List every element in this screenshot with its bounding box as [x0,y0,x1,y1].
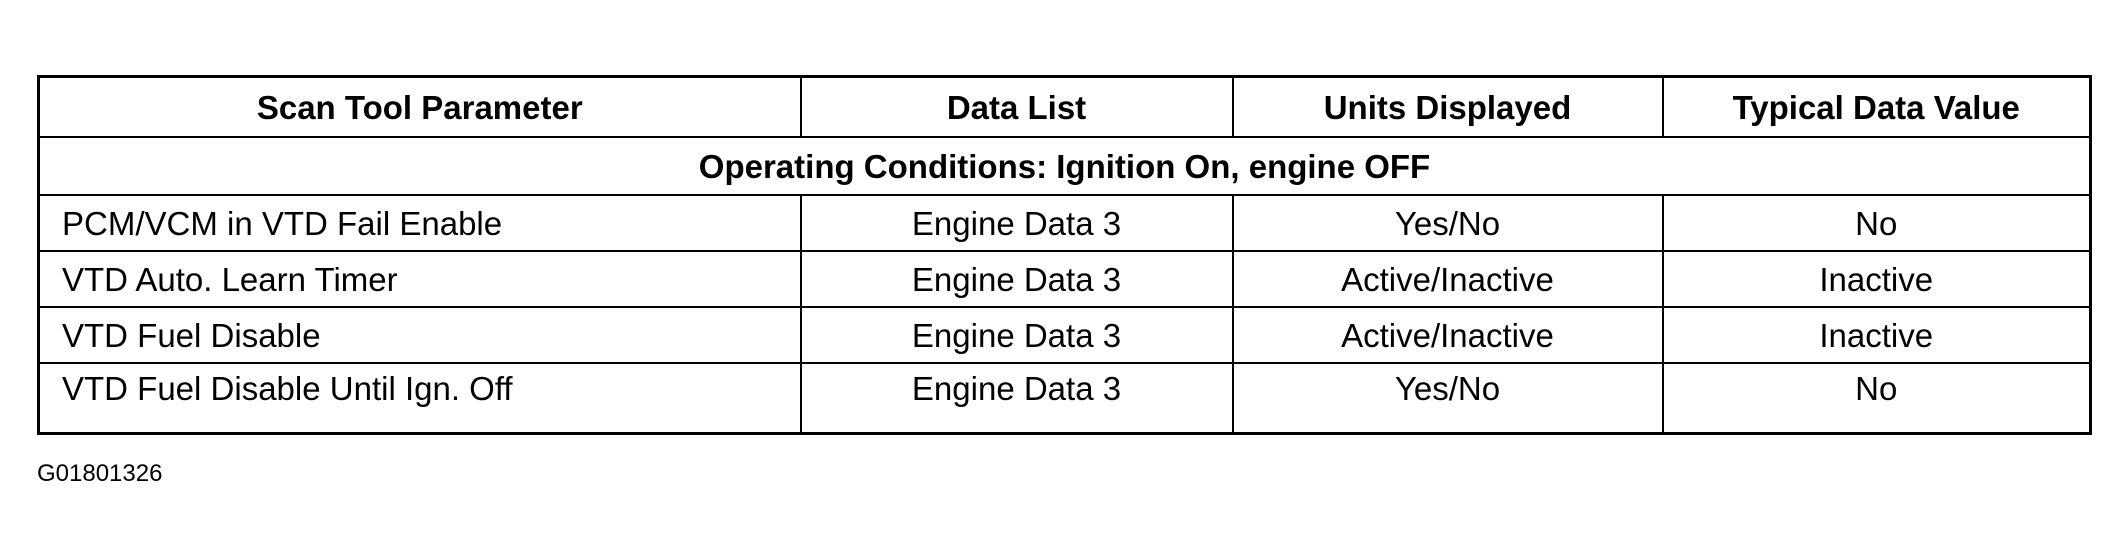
cell-typical-value: Inactive [1663,251,2091,307]
cell-parameter: VTD Fuel Disable Until Ign. Off [39,363,801,434]
cell-typical-value: No [1663,363,2091,434]
cell-data-list: Engine Data 3 [801,195,1233,251]
section-row [39,137,2091,195]
cell-units: Active/Inactive [1233,307,1663,363]
table-row [39,251,2091,307]
scan-tool-parameter-table [37,75,2092,435]
cell-data-list: Engine Data 3 [801,251,1233,307]
cell-units: Yes/No [1233,363,1663,434]
cell-data-list: Engine Data 3 [801,307,1233,363]
header-data-list: Data List [801,77,1233,138]
cell-units: Active/Inactive [1233,251,1663,307]
cell-data-list: Engine Data 3 [801,363,1233,434]
table-header-row [39,77,2091,138]
table-row [39,195,2091,251]
table-row [39,363,2091,434]
figure-id: G01801326 [37,460,163,487]
cell-typical-value: No [1663,195,2091,251]
header-scan-tool-parameter: Scan Tool Parameter [39,77,801,138]
table-row [39,307,2091,363]
cell-parameter: PCM/VCM in VTD Fail Enable [39,195,801,251]
cell-typical-value: Inactive [1663,307,2091,363]
header-typical-data-value: Typical Data Value [1663,77,2091,138]
cell-parameter: VTD Auto. Learn Timer [39,251,801,307]
section-title: Operating Conditions: Ignition On, engine OFF [39,137,2091,195]
cell-parameter: VTD Fuel Disable [39,307,801,363]
header-units-displayed: Units Displayed [1233,77,1663,138]
cell-units: Yes/No [1233,195,1663,251]
